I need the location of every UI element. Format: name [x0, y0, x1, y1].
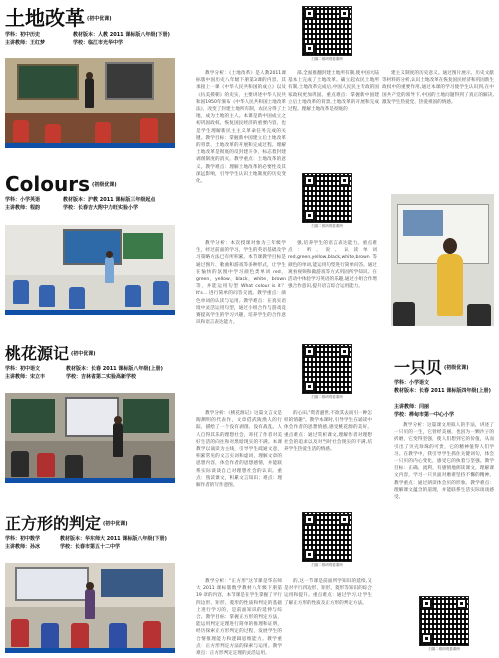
video-control-bar[interactable] — [5, 310, 175, 315]
qr-code-icon — [302, 173, 352, 223]
lesson-5-tag: (初中优课) — [103, 521, 128, 527]
lesson-1-text-col1: 教学分析：《土地改革》是人教2011课标版中国历史八年级下册第3课的内容，其承接上一课《中华人民共和国的成立》以及《抗美援朝》的史实，主要讲述中华人民共和国1950年颁布《中华人民共和国土地改革法》，改变了封建土地所有制，农民分得了土地，成为土地的主人。本课是新中国成立之初巩固政权、恢复国民经济的重要内容，也是学生理解新民主主义革命任务完成的关键。教学目标：掌握新中国建立后土地改革的背景、土地改革的开展和完成过程。理解土地改革是彻底的反封建斗争，标志着封建剥削制度的消灭。教学重点：土地改革的意义。教学难点：理解土地改革的必要性及其深远影响，引导学生认识土地制度的历史变化。 — [196, 71, 286, 185]
lesson-1-edition: 教材版本：人教 2011 课标版八年级(下册) — [73, 32, 170, 38]
lesson-2-teacher: 主讲教师：程韵 — [5, 205, 41, 211]
video-control-bar[interactable] — [5, 143, 175, 148]
lesson-5-edition: 教材版本：华东师大 2011 课标版八年级(下册) — [60, 536, 167, 542]
lesson-5-school: 学校：长春市第五十二中学 — [60, 544, 121, 550]
lesson-1-text-col3: 建主义制度的历史意义。通过图片展示、历史文献等材料的分析,认识土地改革在恢复国民经济和巩固新生政权中的重要作用,通过本课的学习使学生认识到,在中国共产党的领导下,中国的土地问题得到了真正的解决,激发学生热爱党、热爱祖国的情感。 — [382, 71, 494, 105]
lesson-5-text-col1: 教学分析："正方形"这节课是华东师大 2011 课标版数学教材八年级下册第 19 章的内容，本节课是在学生掌握了平行四边形、矩形、菱形的性质和判定的基础上进行学习的，是前面知识的延伸与综合。教学目标：掌握正方形的判定方法，能运用判定定理进行简单的推理和证明，经历探索正方形判定的过程，发展学生的合情推理能力和逻辑思维能力。教学重点：正方形判定方法的探索与运用。教学难点：正方形判定定理的灵活运用。 — [196, 579, 282, 657]
lesson-3-subject: 学科：初中语文 — [5, 366, 41, 372]
lesson-1-tag: (初中优课) — [87, 16, 112, 22]
qr-caption: 扫描二维码观看课例 — [311, 224, 343, 228]
qr-caption: 扫描二维码观看课例 — [311, 395, 343, 399]
lesson-2-school: 学校：长春吉大附中力旺实验小学 — [63, 205, 139, 211]
lesson-2-text-col2: 强,培养学生的语言表达能力。重点难点：听、说、认读单词 red,green,yellow,black,white,brown 等颜色的单词,能运用句型进行简单问答。通过观看视频和做游戏等方式巩固所学知识。在活动中体验学习英语的乐趣,通过小组合作增强合作意识,提升语言综合运用能力。 — [288, 241, 377, 290]
qr-caption: 扫描二维码观看课例 — [311, 57, 343, 61]
lesson-3-qr[interactable] — [301, 344, 353, 400]
lesson-1-school: 学校：临江市光华中学 — [73, 40, 124, 46]
lesson-5-title: 正方形的判定 (初中优课) — [5, 514, 128, 533]
lesson-4-title: 一只贝 (初级优课) — [394, 358, 469, 377]
lesson-4-teacher: 主讲教师：闫丽 — [394, 404, 430, 410]
lesson-2-photo[interactable] — [5, 225, 175, 315]
lesson-4-qr[interactable] — [418, 596, 470, 652]
lesson-5-subject: 学科：初中数学 — [5, 536, 41, 542]
qr-code-icon — [302, 6, 352, 56]
lesson-3-edition: 教材版本：长春 2011 课标版八年级(上册) — [66, 366, 163, 372]
lesson-3-text-col2: 的心田,"资者避世,不欲其去而引一种怎样的情趣"。教学本课时,引导学生在诵读中体会作者的思想情感,感受桃花源的美好。重点难点：通过赏析课文,理解作者对理想社会的追求以及对当时社会现实的不满,培养学生热爱生活的情感。 — [284, 411, 372, 453]
lesson-2-edition: 教材版本：沪教 2011 课标版三年级起点 — [63, 197, 156, 203]
lesson-2-tag: (初级优课) — [92, 182, 117, 188]
lesson-5-teacher: 主讲教师：孙冰 — [5, 544, 41, 550]
video-control-bar[interactable] — [5, 648, 175, 653]
lesson-2-subject: 学科：小学英语 — [5, 197, 41, 203]
lesson-3-teacher: 主讲教师：宋立丰 — [5, 374, 46, 380]
lesson-2-text-col1: 教学分析：本次授课对象为三年级学生，经过前面的学习，学生的英语基础及学习策略方法已有所积累。本节课教学目标是通过图片、歌曲和游戏等多种形式，让学生在愉快的氛围中学习颜色类单词 red，green，yellow，black，white，brown 等，并能运用句型 What colour is it？It's... 进行简单的问答交流。教学重点：颜色单词的认读与运用。教学难点：在真实语境中灵活运用句型，通过小组合作与游戏竞赛提高学生的学习兴趣，培养学生的合作意识和语言表达能力。 — [196, 241, 286, 326]
qr-code-icon — [302, 344, 352, 394]
qr-caption: 扫描二维码观看课例 — [311, 563, 343, 567]
lesson-1-teacher: 主讲教师：王红梦 — [5, 40, 46, 46]
qr-code-icon — [302, 512, 352, 562]
video-control-bar[interactable] — [5, 478, 175, 483]
lesson-4-school: 学校：桦甸市第一中心小学 — [394, 412, 455, 418]
lesson-1-text-col2: 部,全面推翻封建土地所有制,使中国大陆基本上完成了土地改革。确立起农民土地所有制,土地改革完成后,中国人民民主专政的国家政权更加巩固。重点难点：掌握新中国建立后土地改革的背景,土地改革的开展和完成过程。理解土地改革是彻底的 — [288, 71, 379, 113]
lesson-1-photo[interactable] — [5, 58, 175, 148]
lesson-5-text-col2: 的,这一节课是前面所学知识的延续,又是对平行四边形、矩形、菱形等知识的综合运用和提升。重点难点：通过学习,让学生了解正方形的性质及正方形的判定方法。 — [284, 579, 372, 606]
lesson-3-text-col1: 教学分析：《桃花源记》这篇文言文是陶渊明的代表作，文章借武陵渔人的行踪，描绘了一个没有剥削、没有战乱、人人自得其乐的理想社会，寄托了作者对美好生活的向往和对黑暗现实的不满。本课教学以诵读为主线，引导学生疏通文意，积累常见的文言实词和虚词，理解文章的思想内容，体会作者的思想感情，并能联系实际谈谈自己对理想社会的认识。重点：熟读课文，积累文言知识；难点：理解作者的写作意图。 — [196, 411, 282, 489]
qr-caption: 扫描二维码观看课例 — [428, 647, 460, 651]
lesson-3-school: 学校：吉林省第二实验高新学校 — [66, 374, 137, 380]
lesson-4-text: 教学分析：这篇课文用拟人的手法，讲述了一只贝的一生，它曾经美丽，也因为一颗沙子的折磨，它变得坚强，使人们想到它的价值，从而引出了贝壳珍珠的可贵，它的精神值得人们学习。在教学中，我引导学生抓住关键词句，体会一只贝的内心变化，感受它的执着与坚强。教学目标：正确、流利、有感情地朗读课文，理解课文内容，学习一只贝面对磨难坚持不懈的精神。教学重点：通过朗读体会贝的形象。教学难点：理解课文蕴含的道理，并能联系生活实际谈谈感受。 — [394, 423, 494, 501]
lesson-4-tag: (初级优课) — [444, 365, 469, 371]
lesson-5-photo[interactable] — [5, 563, 175, 653]
lesson-4-edition: 教材版本：长春 2011 课标版四年级(上册) — [394, 388, 491, 394]
lesson-1-subject: 学科：初中历史 — [5, 32, 41, 38]
lesson-2-qr[interactable] — [301, 173, 353, 229]
lesson-3-tag: (初中优课) — [71, 351, 96, 357]
lesson-2-title: Colours (初级优课) — [5, 172, 117, 196]
lesson-4-subject: 学科：小学语文 — [394, 380, 430, 386]
qr-code-icon — [419, 596, 469, 646]
lesson-3-photo[interactable] — [5, 393, 175, 483]
lesson-1-qr[interactable] — [301, 6, 353, 62]
lesson-5-qr[interactable] — [301, 512, 353, 568]
lesson-4-teacher-photo[interactable] — [391, 194, 494, 326]
lesson-3-title: 桃花源记 (初中优课) — [5, 344, 96, 363]
lesson-1-title: 土地改革 (初中优课) — [5, 6, 112, 30]
